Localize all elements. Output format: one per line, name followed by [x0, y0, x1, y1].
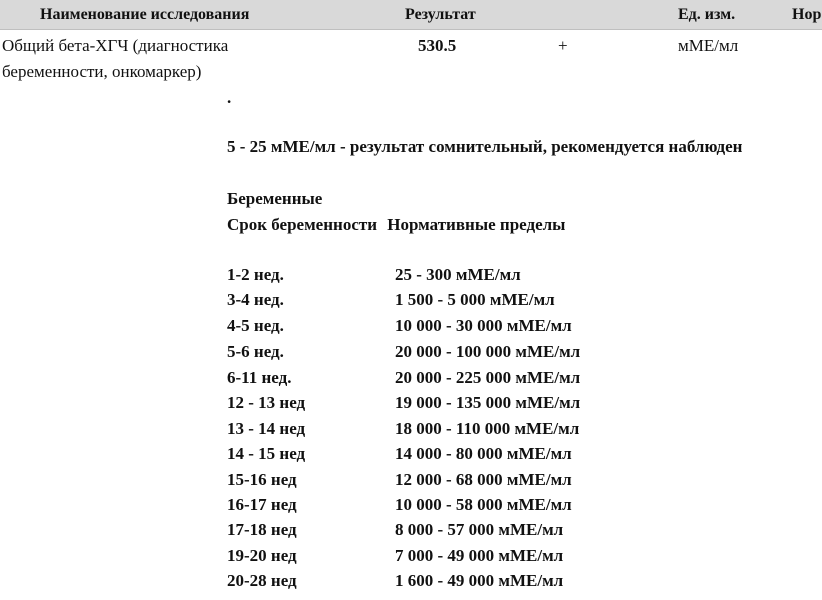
header-norm: Нор	[792, 6, 822, 23]
result-flag: +	[558, 36, 568, 55]
header-test-name: Наименование исследования	[40, 6, 250, 23]
test-name-line1: Общий бета-ХГЧ (диагностика	[2, 36, 229, 55]
reference-column-headers	[227, 215, 565, 235]
gestation-term: 13 - 14 нед	[227, 419, 306, 438]
normal-range: 12 000 - 68 000 мМЕ/мл	[395, 470, 572, 489]
header-result: Результат	[405, 6, 476, 23]
doubtful-result-note: 5 - 25 мМЕ/мл - результат сомнительный, рекомендуется наблюден	[227, 137, 743, 156]
table-header	[0, 0, 822, 30]
normal-range: 10 000 - 30 000 мМЕ/мл	[395, 316, 572, 335]
header-units: Ед. изм.	[678, 6, 736, 23]
normal-range: 19 000 - 135 000 мМЕ/мл	[395, 393, 581, 412]
gestation-term: 6-11 нед.	[227, 368, 292, 387]
gestation-term: 17-18 нед	[227, 520, 297, 539]
separator-dot: .	[227, 88, 232, 107]
gestation-term: 5-6 нед.	[227, 342, 284, 361]
gestation-term: 14 - 15 нед	[227, 444, 306, 463]
result-units: мМЕ/мл	[678, 36, 739, 55]
gestation-term: 20-28 нед	[227, 571, 297, 590]
col-term-header: Срок беременности	[227, 215, 378, 234]
normal-range: 14 000 - 80 000 мМЕ/мл	[395, 444, 572, 463]
normal-range: 1 500 - 5 000 мМЕ/мл	[395, 290, 555, 309]
gestation-term: 3-4 нед.	[227, 290, 284, 309]
group-title: Беременные	[227, 189, 323, 208]
gestation-term: 16-17 нед	[227, 495, 297, 514]
test-name-line2: беременности, онкомаркер)	[2, 62, 202, 81]
gestation-term: 15-16 нед	[227, 470, 297, 489]
normal-range: 25 - 300 мМЕ/мл	[395, 265, 521, 284]
normal-range: 7 000 - 49 000 мМЕ/мл	[395, 546, 564, 565]
normal-range: 1 600 - 49 000 мМЕ/мл	[395, 571, 564, 590]
normal-range: 8 000 - 57 000 мМЕ/мл	[395, 520, 564, 539]
gestation-term: 1-2 нед.	[227, 265, 284, 284]
normal-range: 20 000 - 100 000 мМЕ/мл	[395, 342, 581, 361]
normal-range: 20 000 - 225 000 мМЕ/мл	[395, 368, 581, 387]
gestation-term: 4-5 нед.	[227, 316, 284, 335]
result-value: 530.5	[418, 36, 457, 55]
normal-range: 10 000 - 58 000 мМЕ/мл	[395, 495, 572, 514]
normal-range: 18 000 - 110 000 мМЕ/мл	[395, 419, 580, 438]
gestation-term: 12 - 13 нед	[227, 393, 306, 412]
col-limits-header: Нормативные пределы	[387, 215, 566, 234]
gestation-term: 19-20 нед	[227, 546, 297, 565]
